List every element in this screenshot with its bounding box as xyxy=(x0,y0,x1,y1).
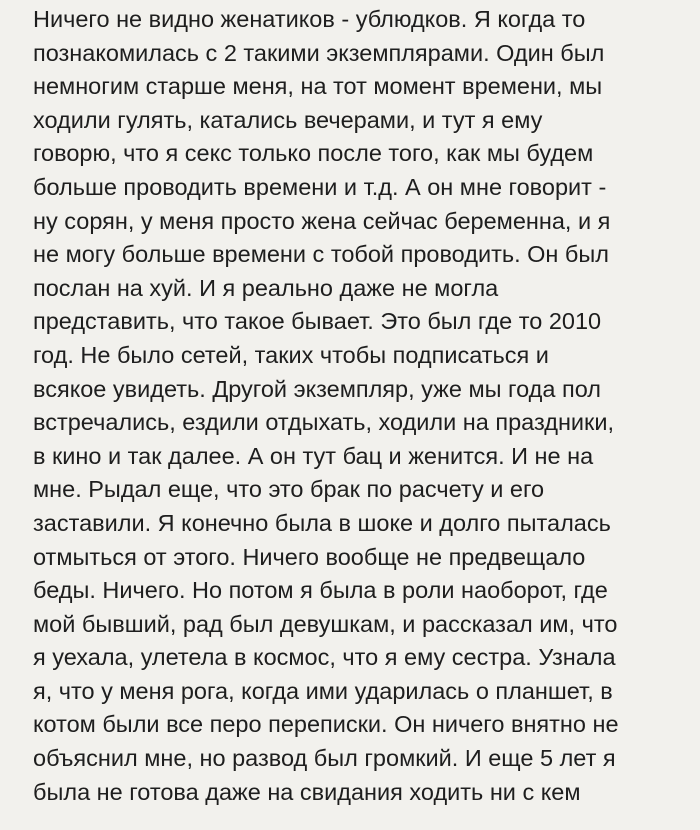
text-line-18: беды. Ничего. Но потом я была в роли наоборот, где xyxy=(33,577,608,604)
text-line-24: была не готова даже на свидания ходить ни с кем xyxy=(33,778,581,805)
text-line-3: немногим старше меня, на тот момент времени, мы xyxy=(33,73,603,100)
text-line-16: заставили. Я конечно была в шоке и долго пыталась xyxy=(33,509,611,536)
text-line-2: познакомилась с 2 такими экземплярами. Один был xyxy=(33,39,605,66)
text-line-6: больше проводить времени и т.д. А он мне говорит - xyxy=(33,173,607,200)
text-line-4: ходили гулять, катались вечерами, и тут я ему xyxy=(33,106,543,133)
text-line-20: я уехала, улетела в космос, что я ему сестра. Узнала xyxy=(33,644,616,671)
text-line-10: представить, что такое бывает. Это был где то 2010 xyxy=(33,308,602,335)
text-line-21: я, что у меня рога, когда ими ударилась о планшет, в xyxy=(33,677,613,704)
text-line-19: мой бывший, рад был девушкам, и рассказал им, что xyxy=(33,610,618,637)
text-line-15: мне. Рыдал еще, что это брак по расчету и его xyxy=(33,476,545,503)
text-line-8: не могу больше времени с тобой проводить. Он был xyxy=(33,241,609,268)
text-line-7: ну сорян, у меня просто жена сейчас беременна, и я xyxy=(33,207,611,234)
text-line-17: отмыться от этого. Ничего вообще не предвещало xyxy=(33,543,586,570)
post-body-text xyxy=(33,3,693,809)
text-line-5: говорю, что я секс только после того, как мы будем xyxy=(33,140,594,167)
text-line-13: встречались, ездили отдыхать, ходили на праздники, xyxy=(33,409,614,436)
text-line-14: в кино и так далее. А он тут бац и женится. И не на xyxy=(33,442,594,469)
text-line-12: всякое увидеть. Другой экземпляр, уже мы года пол xyxy=(33,375,601,402)
text-line-23: объяснил мне, но развод был громкий. И еще 5 лет я xyxy=(33,745,616,772)
text-line-22: котом были все перо переписки. Он ничего внятно не xyxy=(33,711,619,738)
text-line-11: год. Не было сетей, таких чтобы подписаться и xyxy=(33,341,549,368)
text-line-1: Ничего не видно женатиков - ублюдков. Я когда то xyxy=(33,6,586,32)
text-line-9: послан на хуй. И я реально даже не могла xyxy=(33,274,499,301)
